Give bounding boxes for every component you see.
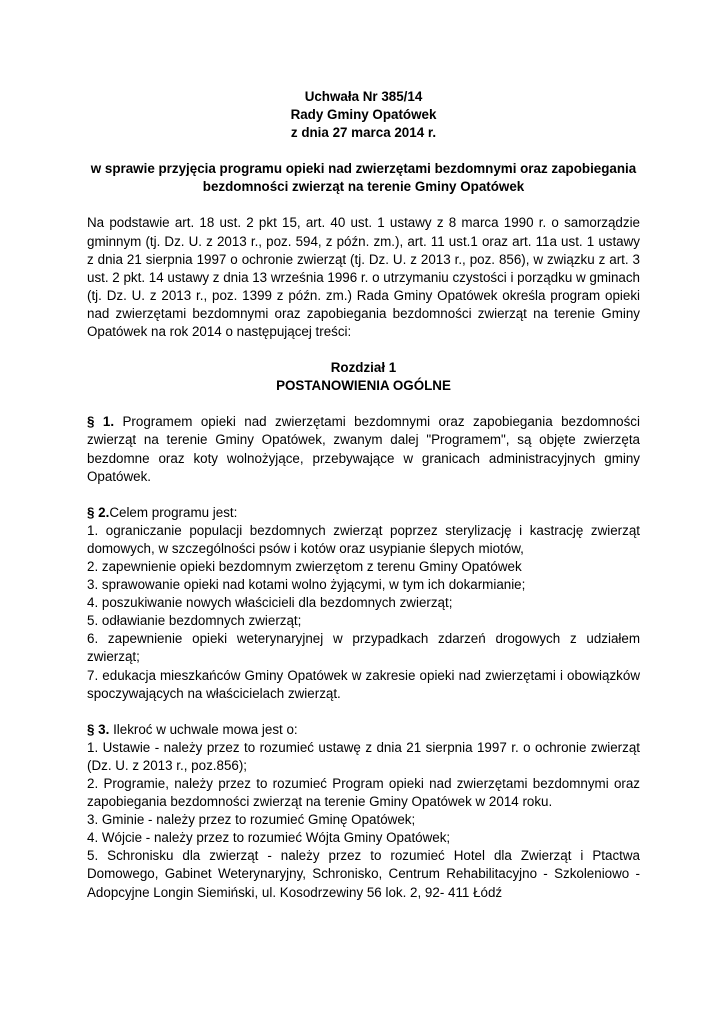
section-3-item-4: 4. Wójcie - należy przez to rozumieć Wójta Gminy Opatówek;: [87, 830, 451, 846]
section-2-item-7: 7. edukacja mieszkańców Gminy Opatówek w zakresie opieki nad zwierzętami i obowiązków spoczywających na właścicielach zwierząt.: [87, 667, 640, 701]
council-name: Rady Gminy Opatówek: [290, 107, 437, 123]
section-2-mark: § 2.: [87, 504, 110, 520]
resolution-subject: [87, 160, 640, 196]
section-2-item-5: 5. odławianie bezdomnych zwierząt;: [87, 613, 302, 629]
resolution-header: [87, 88, 640, 142]
subject-line-2: bezdomności zwierząt na terenie Gminy Opatówek: [202, 179, 525, 195]
section-2-item-1: 1. ograniczanie populacji bezdomnych zwierząt poprzez sterylizację i kastrację zwierząt domowych, w szczególności psów i kotów oraz usypianie ślepych miotów,: [87, 522, 640, 556]
section-2-item-4: 4. poszukiwanie nowych właścicieli dla bezdomnych zwierząt;: [87, 595, 453, 611]
section-3-item-1: 1. Ustawie - należy przez to rozumieć ustawę z dnia 21 sierpnia 1997 r. o ochronie zwierząt (Dz. U. z 2013 r., poz.856);: [87, 739, 640, 773]
section-3-mark: § 3.: [87, 721, 110, 737]
section-2: [87, 504, 640, 703]
section-3-item-5: 5. Schronisku dla zwierząt - należy przez to rozumieć Hotel dla Zwierząt i Ptactwa Domowego, Gabinet Weterynaryjny, Schronisko, Centrum Rehabilitacyjno - Szkoleniowo - Adopcyjne Longin Siemiński, ul. Kosodrzewiny 56 lok. 2, 92- 411 Łódź: [87, 848, 640, 900]
section-3-intro: Ilekroć w uchwale mowa jest o:: [109, 721, 298, 737]
section-1-text: Programem opieki nad zwierzętami bezdomnymi oraz zapobiegania bezdomności zwierząt na terenie Gminy Opatówek, zwanym dalej "Programem", są objęte zwierzęta bezdomne oraz koty wolnożyjące, przebywające w granicach administracyjnych gminy Opatówek.: [87, 414, 640, 484]
section-1: [87, 413, 640, 485]
legal-basis-paragraph: Na podstawie art. 18 ust. 2 pkt 15, art. 40 ust. 1 ustawy z 8 marca 1990 r. o samorządzie gminnym (tj. Dz. U. z 2013 r., poz. 594, z późn. zm.), art. 11 ust.1 oraz art. 11a ust. 1 ustawy z dnia 21 sierpnia 1997 o ochronie zwierząt (tj. Dz. U. z 2013 r., poz. 856), w związku z art. 3 ust. 2 pkt. 14 ustawy z dnia 13 września 1996 r. o utrzymaniu czystości i porządku w gminach (tj. Dz. U. z 2013 r., poz. 1399 z późn. zm.) Rada Gminy Opatówek określa program opieki nad zwierzętami bezdomnymi oraz zapobiegania bezdomności zwierząt na terenie Gminy Opatówek na rok 2014 o następującej treści:: [87, 215, 640, 340]
chapter-heading: [87, 359, 640, 395]
document-content: [87, 88, 640, 902]
resolution-date: z dnia 27 marca 2014 r.: [290, 125, 437, 141]
chapter-number: Rozdział 1: [330, 360, 397, 376]
section-2-item-2: 2. zapewnienie opieki bezdomnym zwierzętom z terenu Gminy Opatówek: [87, 558, 522, 574]
resolution-number: Uchwała Nr 385/14: [304, 89, 423, 104]
chapter-title: POSTANOWIENIA OGÓLNE: [276, 378, 451, 394]
section-3-item-3: 3. Gminie - należy przez to rozumieć Gminę Opatówek;: [87, 812, 416, 828]
subject-line-1: w sprawie przyjęcia programu opieki nad zwierzętami bezdomnymi oraz zapobiegania: [90, 161, 637, 177]
section-3: [87, 721, 640, 902]
section-2-item-3: 3. sprawowanie opieki nad kotami wolno żyjącymi, w tym ich dokarmianie;: [87, 577, 526, 593]
section-2-intro: Celem programu jest:: [109, 504, 238, 520]
section-1-mark: § 1.: [87, 414, 115, 430]
section-2-item-6: 6. zapewnienie opieki weterynaryjnej w przypadkach zdarzeń drogowych z udziałem zwierząt;: [87, 631, 640, 665]
section-3-item-2: 2. Programie, należy przez to rozumieć Program opieki nad zwierzętami bezdomnymi oraz zapobiegania bezdomności zwierząt na terenie Gminy Opatówek w 2014 roku.: [87, 776, 640, 810]
